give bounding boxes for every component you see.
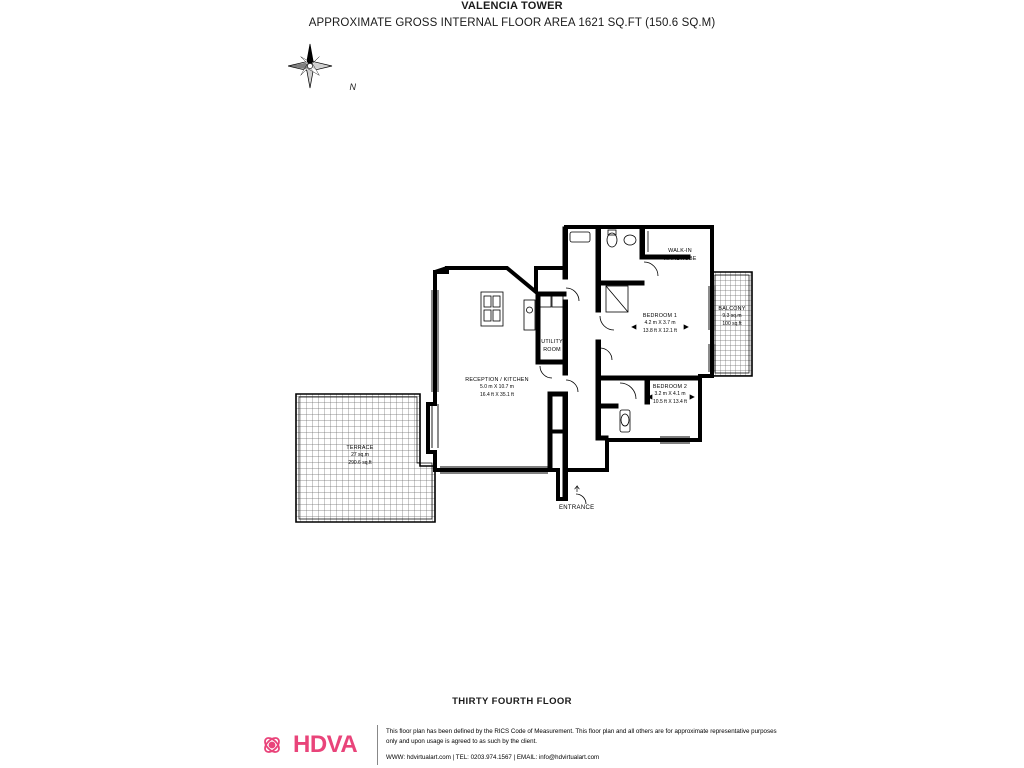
entrance-label: ENTRANCE <box>559 505 595 511</box>
hdva-logo-icon <box>255 728 289 762</box>
room-label-balcony: BALCONY 9.3 sq.m 100 sq.ft <box>718 306 746 328</box>
page-subtitle: APPROXIMATE GROSS INTERNAL FLOOR AREA 1621 SQ.FT (150.6 SQ.M) <box>308 17 716 29</box>
room-label-terrace: TERRACE 27 sq.m 290.6 sq.ft <box>346 445 374 467</box>
footer-disclaimer-block <box>386 727 780 763</box>
footer <box>255 723 780 767</box>
room-label-walk-in-wardrobe: WALK-IN WARDROBE <box>663 248 697 263</box>
footer-disclaimer: This floor plan has been defined by the RICS Code of Measurement. This floor plan and all others are for approximate representative purposes only and upon usage is agreed to as such by the client. <box>386 728 777 746</box>
floor-caption: THIRTY FOURTH FLOOR <box>452 696 572 707</box>
room-label-bedroom-1: BEDROOM 1 4.2 m X 3.7 m 13.8 ft X 12.1 ft <box>642 313 678 335</box>
footer-divider <box>377 725 378 765</box>
room-label-utility-room: UTILITY ROOM <box>541 339 563 354</box>
room-label-bedroom-2: BEDROOM 2 3.2 m X 4.1 m 10.5 ft X 13.4 ft <box>652 384 688 406</box>
plan-geometry <box>296 227 752 522</box>
compass-north-label: N <box>349 82 356 92</box>
footer-contact: WWW: hdvirtualart.com | TEL: 0203.974.1567 | EMAIL: info@hdvirtualart.com <box>386 753 600 761</box>
hdva-logo <box>255 728 377 762</box>
hdva-logo-text: HDVA <box>293 731 358 758</box>
page-title: VALENCIA TOWER <box>461 0 563 12</box>
room-label-reception-kitchen: RECEPTION / KITCHEN 5.0 m X 10.7 m 16.4 ft X 35.1 ft <box>465 377 529 399</box>
